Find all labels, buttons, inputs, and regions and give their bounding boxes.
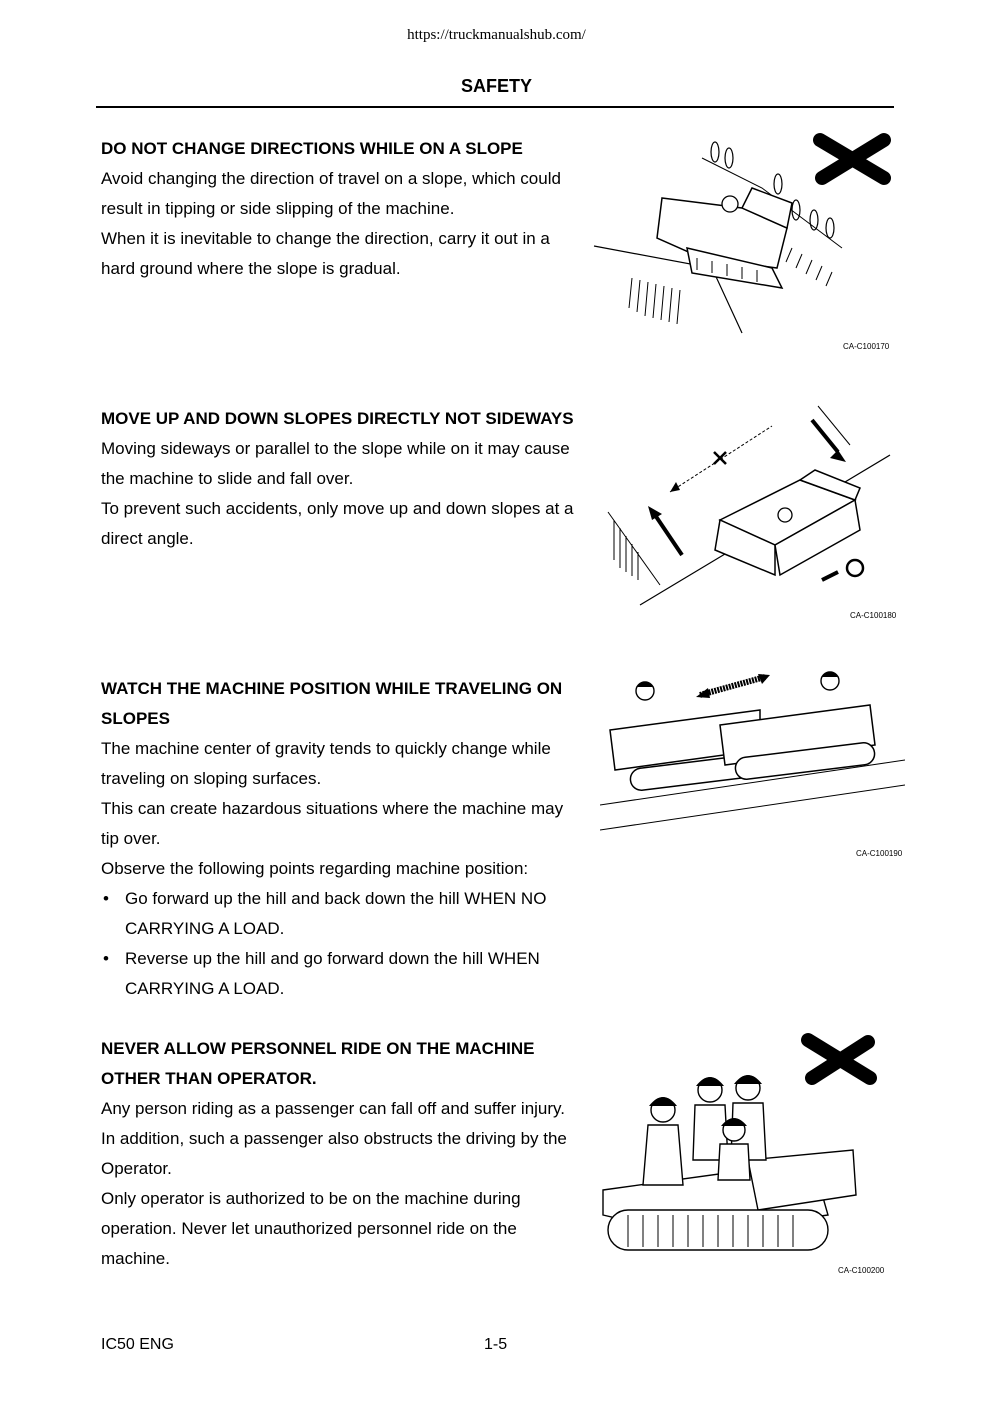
- approved-o-icon: [847, 560, 863, 576]
- illustration-slope-direction: [600, 400, 900, 610]
- illustration-slope-travel: [600, 665, 905, 845]
- section-paragraph: This can create hazardous situations where the machine may tip over.: [101, 799, 564, 848]
- section-direction-change: [101, 134, 581, 284]
- arrow-left-icon: [696, 688, 710, 698]
- prohibited-x-icon: [808, 1040, 870, 1078]
- section-paragraph: The machine center of gravity tends to quickly change while traveling on sloping surfaces.: [101, 739, 551, 788]
- header-rule: [96, 106, 894, 108]
- figure-code: CA-C100200: [838, 1266, 885, 1275]
- arrow-down-icon: [830, 450, 846, 462]
- page-title: SAFETY: [460, 76, 532, 96]
- figure-code: CA-C100170: [843, 342, 890, 351]
- illustration-passengers: [598, 1030, 878, 1262]
- page-number: 1-5: [484, 1336, 508, 1353]
- bullet-list: [101, 884, 581, 1004]
- prohibited-x-icon: [714, 452, 726, 464]
- section-paragraph: Any person riding as a passenger can fall off and suffer injury. In addition, such a passenger also obstructs the driving by the Operator.: [101, 1099, 567, 1178]
- section-heading: NEVER ALLOW PERSONNEL RIDE ON THE MACHINE OTHER THAN OPERATOR.: [101, 1039, 535, 1088]
- section-no-passengers: [101, 1034, 581, 1274]
- source-url: https://truckmanualshub.com/: [407, 27, 586, 43]
- section-paragraph: Observe the following points regarding machine position:: [101, 859, 529, 878]
- arrow-up-icon: [648, 506, 662, 520]
- section-paragraph: Avoid changing the direction of travel on a slope, which could result in tipping or side slipping of the machine.: [101, 169, 561, 218]
- section-heading: DO NOT CHANGE DIRECTIONS WHILE ON A SLOPE: [101, 139, 523, 158]
- section-paragraph: When it is inevitable to change the direction, carry it out in a hard ground where the slope is gradual.: [101, 229, 550, 278]
- section-paragraph: To prevent such accidents, only move up and down slopes at a direct angle.: [101, 499, 574, 548]
- section-machine-position: [101, 674, 581, 1004]
- footer-model: IC50 ENG: [101, 1336, 174, 1353]
- figure-code: CA-C100180: [850, 611, 897, 620]
- figure-code: CA-C100190: [856, 849, 903, 858]
- section-paragraph: Only operator is authorized to be on the machine during operation. Never let unauthorized personnel ride on the machine.: [101, 1189, 521, 1268]
- section-slopes-direct: [101, 404, 581, 554]
- illustration-slope-turn: [592, 128, 897, 343]
- list-item: • Reverse up the hill and go forward down the hill WHEN CARRYING A LOAD.: [101, 944, 581, 1004]
- section-heading: WATCH THE MACHINE POSITION WHILE TRAVELING ON SLOPES: [101, 679, 563, 728]
- section-heading: MOVE UP AND DOWN SLOPES DIRECTLY NOT SIDEWAYS: [101, 409, 574, 428]
- section-paragraph: Moving sideways or parallel to the slope while on it may cause the machine to slide and fall over.: [101, 439, 570, 488]
- prohibited-x-icon: [820, 140, 884, 178]
- list-item: • Go forward up the hill and back down the hill WHEN NO CARRYING A LOAD.: [101, 884, 581, 944]
